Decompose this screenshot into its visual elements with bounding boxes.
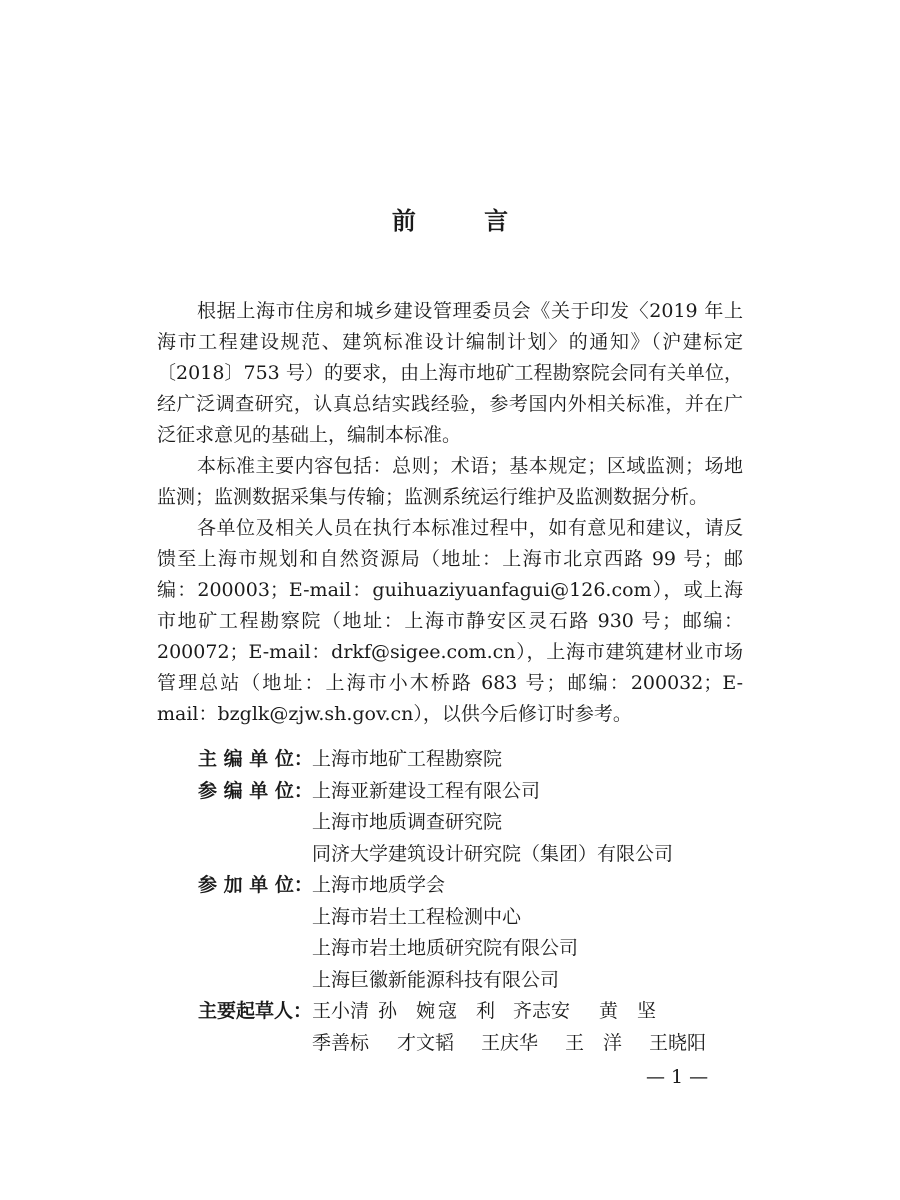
drafter-name: 才文韬 — [397, 1031, 455, 1054]
co-editors-row — [198, 776, 706, 871]
participants-label: 参 加 单 位： — [198, 874, 313, 896]
drafter-name: 季善标 — [312, 1031, 370, 1054]
participant-unit: 上海市岩土地质研究院有限公司 — [312, 937, 579, 959]
drafter-name: 寇 利 — [438, 1000, 496, 1022]
drafter-name: 王晓阳 — [649, 1031, 707, 1054]
preface-body — [157, 296, 743, 730]
drafter-name: 齐志安 — [513, 1000, 571, 1022]
co-editor-unit: 上海亚新建设工程有限公司 — [312, 779, 541, 802]
drafters-label: 主要起草人： — [198, 1000, 313, 1022]
page-number: — 1 — — [646, 1066, 709, 1088]
paragraph-background: 根据上海市住房和城乡建设管理委员会《关于印发〈2019 年上海市工程建设规范、建筑标准设计编制计划〉的通知》（沪建标定〔2018〕753 号）的要求，由上海市地矿工程勘察院会同有关单位，经广泛调查研究，认真总结实践经验，参考国内外相关标准，并在广泛征求意见的基础上，编制本标准。 — [157, 300, 743, 446]
participants-row — [198, 870, 706, 996]
co-editor-unit: 上海市地质调查研究院 — [312, 811, 503, 833]
chief-editor-label: 主 编 单 位： — [198, 748, 313, 770]
drafters-line — [312, 996, 706, 1028]
drafter-name: 王庆华 — [481, 1031, 539, 1054]
participant-unit: 上海巨徽新能源科技有限公司 — [312, 968, 560, 991]
drafter-name: 王 洋 — [565, 1031, 623, 1054]
drafters-line — [312, 1028, 706, 1060]
participant-unit: 上海市岩土工程检测中心 — [312, 905, 522, 928]
credits-section — [198, 744, 706, 1059]
paragraph-feedback: 各单位及相关人员在执行本标准过程中，如有意见和建议，请反馈至上海市规划和自然资源局（地址：上海市北京西路 99 号；邮编：200003；E-mail：guihuaziyuanfagui@126.com），或上海市地矿工程勘察院（地址：上海市静安区灵石路 930 号；邮编：200072；E-mail：drkf@sigee.com.cn），上海市建筑建材业市场管理总站（地址：上海市小木桥路 683 号；邮编：200032；E-mail：bzglk@zjw.sh.gov.cn），以供今后修订时参考。 — [157, 517, 743, 725]
drafters-row — [198, 996, 706, 1059]
chief-editor-unit: 上海市地矿工程勘察院 — [312, 748, 503, 770]
drafter-name: 黄 坚 — [599, 1000, 657, 1022]
chief-editor-row — [198, 744, 706, 776]
co-editors-label: 参 编 单 位： — [198, 779, 313, 802]
paragraph-contents: 本标准主要内容包括：总则；术语；基本规定；区域监测；场地监测；监测数据采集与传输；监测系统运行维护及监测数据分析。 — [157, 455, 743, 508]
co-editor-unit: 同济大学建筑设计研究院（集团）有限公司 — [312, 842, 674, 865]
participant-unit: 上海市地质学会 — [312, 874, 446, 896]
drafter-name: 王小清 — [312, 1000, 370, 1022]
page-title: 前 言 — [391, 206, 539, 235]
drafter-name: 孙 婉 — [378, 1000, 436, 1022]
